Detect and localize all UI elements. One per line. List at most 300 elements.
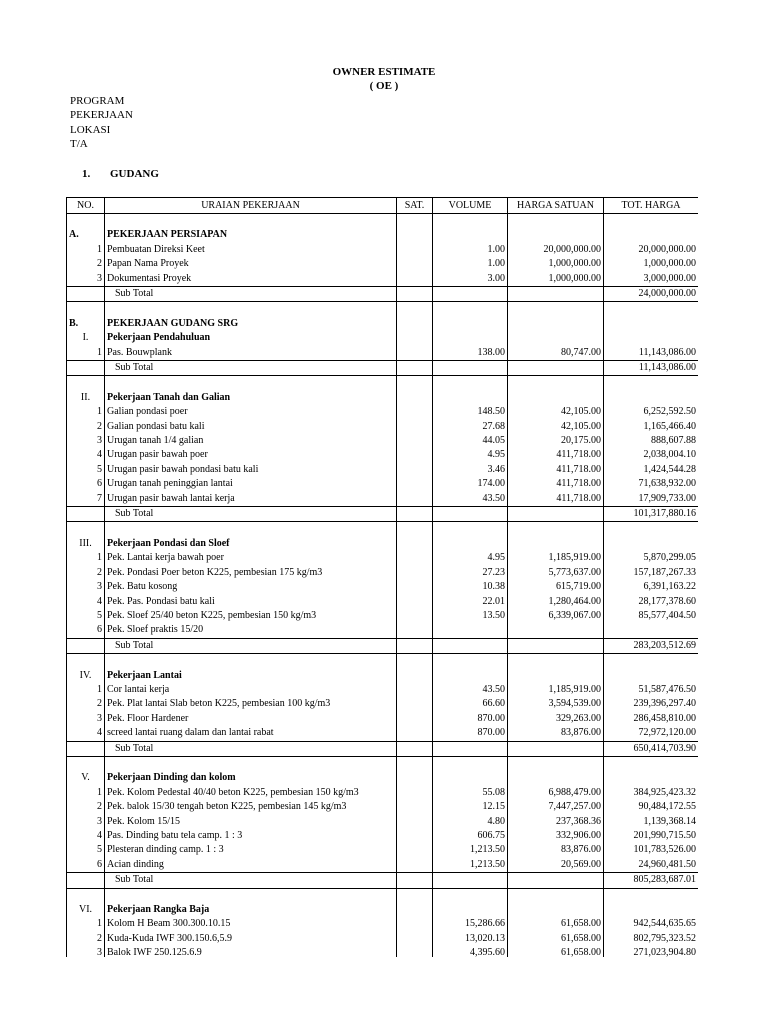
cell-volume (433, 903, 508, 917)
cell-harga-satuan: 5,773,637.00 (508, 566, 604, 580)
table-row (67, 346, 699, 361)
subtotal-row (67, 638, 699, 653)
cell-no: 1 (67, 405, 105, 419)
cell-harga-satuan: 615,719.00 (508, 580, 604, 594)
cell-uraian (105, 654, 397, 669)
cell-volume (433, 331, 508, 345)
col-header-harga-satuan: HARGA SATUAN (508, 198, 604, 214)
cell-uraian: Pekerjaan Pendahuluan (105, 331, 397, 345)
cell-volume (433, 302, 508, 317)
cell-tot-harga (604, 669, 699, 683)
cell-sat (397, 638, 433, 653)
cell-tot-harga: 650,414,703.90 (604, 741, 699, 756)
cell-harga-satuan (508, 391, 604, 405)
cell-sat (397, 800, 433, 814)
cell-uraian: Pekerjaan Lantai (105, 669, 397, 683)
cell-uraian: Acian dinding (105, 858, 397, 873)
cell-tot-harga: 1,424,544.28 (604, 463, 699, 477)
table-row (67, 946, 699, 957)
cell-no: 4 (67, 448, 105, 462)
cell-uraian: Pas. Dinding batu tela camp. 1 : 3 (105, 829, 397, 843)
cell-harga-satuan (508, 214, 604, 229)
cell-volume (433, 317, 508, 331)
cell-volume: 12.15 (433, 800, 508, 814)
table-row (67, 405, 699, 419)
cell-no: 4 (67, 595, 105, 609)
spacer-row (67, 756, 699, 771)
spacer-row (67, 302, 699, 317)
cell-tot-harga: 24,960,481.50 (604, 858, 699, 873)
cell-uraian: Pek. Sloef 25/40 beton K225, pembesian 150 kg/m3 (105, 609, 397, 623)
cell-tot-harga: 1,000,000.00 (604, 257, 699, 271)
cell-volume: 66.60 (433, 697, 508, 711)
cell-tot-harga: 1,165,466.40 (604, 420, 699, 434)
cell-sat (397, 214, 433, 229)
cell-harga-satuan: 411,718.00 (508, 492, 604, 507)
cell-uraian: Sub Total (105, 741, 397, 756)
subtotal-row (67, 287, 699, 302)
cell-no: 2 (67, 566, 105, 580)
cell-tot-harga (604, 654, 699, 669)
cell-volume: 1,213.50 (433, 843, 508, 857)
cell-tot-harga: 201,990,715.50 (604, 829, 699, 843)
cell-harga-satuan: 7,447,257.00 (508, 800, 604, 814)
table-row (67, 463, 699, 477)
cell-sat (397, 903, 433, 917)
cell-harga-satuan (508, 376, 604, 391)
cell-no: 5 (67, 463, 105, 477)
cell-tot-harga: 942,544,635.65 (604, 917, 699, 931)
cell-sat (397, 580, 433, 594)
cell-tot-harga (604, 214, 699, 229)
cell-sat (397, 257, 433, 271)
section-name: GUDANG (110, 168, 159, 180)
cell-no: 1 (67, 551, 105, 565)
cell-harga-satuan: 1,185,919.00 (508, 683, 604, 697)
cell-no: 7 (67, 492, 105, 507)
cell-harga-satuan: 61,658.00 (508, 917, 604, 931)
cell-uraian: Kuda-Kuda IWF 300.150.6,5.9 (105, 932, 397, 946)
cell-harga-satuan: 6,339,067.00 (508, 609, 604, 623)
cell-tot-harga (604, 537, 699, 551)
cell-uraian: PEKERJAAN PERSIAPAN (105, 228, 397, 242)
cell-sat (397, 317, 433, 331)
cell-sat (397, 243, 433, 257)
cell-volume: 43.50 (433, 492, 508, 507)
cell-tot-harga (604, 317, 699, 331)
cell-uraian: Galian pondasi batu kali (105, 420, 397, 434)
spacer-row (67, 522, 699, 537)
cell-volume: 4.80 (433, 815, 508, 829)
cell-tot-harga (604, 376, 699, 391)
cell-uraian (105, 376, 397, 391)
cell-volume: 27.23 (433, 566, 508, 580)
cell-uraian: Pek. Plat lantai Slab beton K225, pembesian 100 kg/m3 (105, 697, 397, 711)
cell-tot-harga: 1,139,368.14 (604, 815, 699, 829)
cell-tot-harga: 72,972,120.00 (604, 726, 699, 741)
cell-tot-harga: 271,023,904.80 (604, 946, 699, 957)
cell-no (67, 302, 105, 317)
cell-no: 3 (67, 815, 105, 829)
cell-volume (433, 771, 508, 785)
cell-tot-harga: 90,484,172.55 (604, 800, 699, 814)
cell-tot-harga (604, 391, 699, 405)
cell-tot-harga (604, 623, 699, 638)
cell-harga-satuan (508, 756, 604, 771)
cell-volume (433, 888, 508, 903)
cell-uraian: Urugan pasir bawah pondasi batu kali (105, 463, 397, 477)
cell-no (67, 287, 105, 302)
cell-no (67, 873, 105, 888)
cell-volume: 4,395.60 (433, 946, 508, 957)
cell-no: 3 (67, 580, 105, 594)
cell-uraian: Dokumentasi Proyek (105, 272, 397, 287)
cell-harga-satuan (508, 522, 604, 537)
cell-uraian: Cor lantai kerja (105, 683, 397, 697)
table-row (67, 257, 699, 271)
subtotal-row (67, 507, 699, 522)
cell-tot-harga: 805,283,687.01 (604, 873, 699, 888)
cell-volume: 1,213.50 (433, 858, 508, 873)
cell-sat (397, 477, 433, 491)
cell-no: 3 (67, 712, 105, 726)
spacer-row (67, 376, 699, 391)
cell-volume (433, 228, 508, 242)
table-row (67, 829, 699, 843)
section-row (67, 903, 699, 917)
cell-sat (397, 595, 433, 609)
cell-volume: 4.95 (433, 448, 508, 462)
cell-no: II. (67, 391, 105, 405)
cell-sat (397, 448, 433, 462)
meta-ta: T/A (70, 138, 88, 150)
cell-no: 2 (67, 800, 105, 814)
table-row (67, 786, 699, 800)
cell-no: 2 (67, 420, 105, 434)
cell-harga-satuan (508, 873, 604, 888)
cell-harga-satuan (508, 317, 604, 331)
cell-tot-harga: 888,607.88 (604, 434, 699, 448)
doc-subtitle: ( OE ) (369, 80, 399, 92)
cell-tot-harga (604, 331, 699, 345)
cell-uraian: Pekerjaan Pondasi dan Sloef (105, 537, 397, 551)
cell-volume: 870.00 (433, 726, 508, 741)
section-row (67, 391, 699, 405)
cell-uraian: Pek. Floor Hardener (105, 712, 397, 726)
cell-no (67, 507, 105, 522)
cell-sat (397, 492, 433, 507)
cell-no (67, 361, 105, 376)
cell-uraian: Sub Total (105, 361, 397, 376)
cell-harga-satuan: 1,185,919.00 (508, 551, 604, 565)
cell-harga-satuan (508, 287, 604, 302)
cell-volume (433, 756, 508, 771)
cell-uraian: Urugan pasir bawah poer (105, 448, 397, 462)
cell-uraian: Pek. Kolom 15/15 (105, 815, 397, 829)
cell-harga-satuan (508, 741, 604, 756)
cell-sat (397, 391, 433, 405)
cell-uraian: Pembuatan Direksi Keet (105, 243, 397, 257)
cell-sat (397, 434, 433, 448)
cell-harga-satuan: 61,658.00 (508, 932, 604, 946)
table-row (67, 477, 699, 491)
cell-harga-satuan: 20,000,000.00 (508, 243, 604, 257)
cell-tot-harga: 24,000,000.00 (604, 287, 699, 302)
cell-sat (397, 551, 433, 565)
cell-uraian (105, 302, 397, 317)
cell-volume: 3.46 (433, 463, 508, 477)
cell-harga-satuan: 83,876.00 (508, 843, 604, 857)
cell-volume (433, 654, 508, 669)
cell-no: 4 (67, 726, 105, 741)
cell-volume (433, 361, 508, 376)
table-row (67, 683, 699, 697)
cell-no (67, 756, 105, 771)
cell-tot-harga: 2,038,004.10 (604, 448, 699, 462)
cell-sat (397, 815, 433, 829)
cell-sat (397, 537, 433, 551)
cell-no (67, 638, 105, 653)
cell-volume: 1.00 (433, 257, 508, 271)
col-header-no: NO. (67, 198, 105, 214)
cell-harga-satuan: 42,105.00 (508, 405, 604, 419)
cell-no (67, 214, 105, 229)
subtotal-row (67, 873, 699, 888)
cell-volume: 174.00 (433, 477, 508, 491)
cell-tot-harga: 85,577,404.50 (604, 609, 699, 623)
cell-harga-satuan (508, 654, 604, 669)
cell-volume (433, 669, 508, 683)
doc-title: OWNER ESTIMATE (332, 66, 436, 78)
table-row (67, 272, 699, 287)
cell-harga-satuan (508, 361, 604, 376)
cell-volume (433, 741, 508, 756)
cell-sat (397, 858, 433, 873)
cell-volume: 13.50 (433, 609, 508, 623)
table-row (67, 595, 699, 609)
cell-uraian: Pek. Sloef praktis 15/20 (105, 623, 397, 638)
cell-harga-satuan: 329,263.00 (508, 712, 604, 726)
cell-no: 3 (67, 272, 105, 287)
section-row (67, 537, 699, 551)
cell-no: 2 (67, 697, 105, 711)
cell-volume: 13,020.13 (433, 932, 508, 946)
table-row (67, 566, 699, 580)
cell-uraian: Pek. Pondasi Poer beton K225, pembesian 175 kg/m3 (105, 566, 397, 580)
cell-volume (433, 376, 508, 391)
cell-sat (397, 623, 433, 638)
table-row (67, 580, 699, 594)
cell-harga-satuan (508, 888, 604, 903)
cell-harga-satuan: 80,747.00 (508, 346, 604, 361)
cell-no: 5 (67, 609, 105, 623)
cell-volume: 870.00 (433, 712, 508, 726)
table-row (67, 420, 699, 434)
cell-volume: 606.75 (433, 829, 508, 843)
cell-sat (397, 405, 433, 419)
cell-uraian: Pek. Lantai kerja bawah poer (105, 551, 397, 565)
cell-sat (397, 346, 433, 361)
cell-uraian: Balok IWF 250.125.6.9 (105, 946, 397, 957)
cell-harga-satuan (508, 302, 604, 317)
cell-sat (397, 786, 433, 800)
table-row (67, 434, 699, 448)
cell-volume: 43.50 (433, 683, 508, 697)
cell-uraian: Pekerjaan Dinding dan kolom (105, 771, 397, 785)
cell-tot-harga: 802,795,323.52 (604, 932, 699, 946)
cell-volume: 55.08 (433, 786, 508, 800)
cell-volume (433, 287, 508, 302)
spacer-row (67, 888, 699, 903)
cell-harga-satuan: 1,280,464.00 (508, 595, 604, 609)
cell-no: IV. (67, 669, 105, 683)
cell-volume (433, 214, 508, 229)
cell-sat (397, 946, 433, 957)
cell-tot-harga: 5,870,299.05 (604, 551, 699, 565)
cell-uraian: Pas. Bouwplank (105, 346, 397, 361)
subtotal-row (67, 741, 699, 756)
cell-no: 3 (67, 434, 105, 448)
cell-sat (397, 917, 433, 931)
cell-sat (397, 361, 433, 376)
cell-tot-harga: 101,783,526.00 (604, 843, 699, 857)
cell-no: 4 (67, 829, 105, 843)
cell-sat (397, 463, 433, 477)
table-row (67, 609, 699, 623)
cell-tot-harga: 157,187,267.33 (604, 566, 699, 580)
table-row (67, 623, 699, 638)
cell-sat (397, 331, 433, 345)
spacer-row (67, 654, 699, 669)
cell-sat (397, 420, 433, 434)
estimate-sheet (66, 197, 698, 957)
cell-harga-satuan: 6,988,479.00 (508, 786, 604, 800)
cell-harga-satuan: 1,000,000.00 (508, 272, 604, 287)
subtotal-row (67, 361, 699, 376)
cell-tot-harga (604, 522, 699, 537)
table-row (67, 932, 699, 946)
cell-no: V. (67, 771, 105, 785)
cell-sat (397, 771, 433, 785)
cell-no: 6 (67, 477, 105, 491)
meta-program: PROGRAM (70, 95, 125, 107)
cell-tot-harga (604, 756, 699, 771)
cell-harga-satuan (508, 507, 604, 522)
cell-no: 1 (67, 917, 105, 931)
table-header-row (67, 198, 699, 214)
cell-tot-harga: 11,143,086.00 (604, 361, 699, 376)
col-header-volume: VOLUME (433, 198, 508, 214)
cell-sat (397, 712, 433, 726)
cell-harga-satuan: 83,876.00 (508, 726, 604, 741)
cell-harga-satuan: 411,718.00 (508, 463, 604, 477)
cell-harga-satuan (508, 771, 604, 785)
cell-harga-satuan: 20,569.00 (508, 858, 604, 873)
cell-harga-satuan (508, 638, 604, 653)
cell-uraian: Pek. Pas. Pondasi batu kali (105, 595, 397, 609)
cell-uraian: Papan Nama Proyek (105, 257, 397, 271)
meta-lokasi: LOKASI (70, 124, 111, 136)
cell-sat (397, 843, 433, 857)
cell-sat (397, 287, 433, 302)
cell-no: 1 (67, 786, 105, 800)
cell-tot-harga: 51,587,476.50 (604, 683, 699, 697)
cell-tot-harga: 11,143,086.00 (604, 346, 699, 361)
cell-harga-satuan: 332,906.00 (508, 829, 604, 843)
cell-no (67, 741, 105, 756)
cell-sat (397, 756, 433, 771)
table-row (67, 697, 699, 711)
cell-sat (397, 302, 433, 317)
cell-volume: 22.01 (433, 595, 508, 609)
cell-uraian: screed lantai ruang dalam dan lantai rabat (105, 726, 397, 741)
table-row (67, 492, 699, 507)
cell-tot-harga: 71,638,932.00 (604, 477, 699, 491)
cell-uraian: Kolom H Beam 300.300.10.15 (105, 917, 397, 931)
cell-no: 3 (67, 946, 105, 957)
cell-volume: 10.38 (433, 580, 508, 594)
cell-tot-harga: 28,177,378.60 (604, 595, 699, 609)
cell-volume (433, 507, 508, 522)
section-row (67, 317, 699, 331)
cell-sat (397, 932, 433, 946)
cell-sat (397, 522, 433, 537)
cell-no: 1 (67, 683, 105, 697)
cell-sat (397, 726, 433, 741)
cell-volume: 44.05 (433, 434, 508, 448)
cell-sat (397, 669, 433, 683)
cell-sat (397, 873, 433, 888)
cell-sat (397, 609, 433, 623)
cell-tot-harga (604, 903, 699, 917)
cell-tot-harga: 101,317,880.16 (604, 507, 699, 522)
cell-harga-satuan: 411,718.00 (508, 448, 604, 462)
cell-harga-satuan (508, 537, 604, 551)
cell-uraian: Sub Total (105, 507, 397, 522)
cell-uraian: Pek. balok 15/30 tengah beton K225, pembesian 145 kg/m3 (105, 800, 397, 814)
cell-no (67, 654, 105, 669)
cell-sat (397, 829, 433, 843)
table-row (67, 243, 699, 257)
table-row (67, 917, 699, 931)
cell-no: 5 (67, 843, 105, 857)
table-row (67, 815, 699, 829)
cell-sat (397, 507, 433, 522)
cell-no: III. (67, 537, 105, 551)
table-row (67, 551, 699, 565)
cell-uraian: Pek. Batu kosong (105, 580, 397, 594)
cell-sat (397, 376, 433, 391)
cell-harga-satuan: 42,105.00 (508, 420, 604, 434)
section-number: 1. (82, 168, 91, 180)
cell-volume (433, 873, 508, 888)
cell-no: 2 (67, 257, 105, 271)
cell-uraian: Sub Total (105, 873, 397, 888)
cell-sat (397, 697, 433, 711)
cell-harga-satuan (508, 331, 604, 345)
cell-harga-satuan: 20,175.00 (508, 434, 604, 448)
cell-no: 6 (67, 858, 105, 873)
cell-harga-satuan: 237,368.36 (508, 815, 604, 829)
cell-uraian: Pekerjaan Rangka Baja (105, 903, 397, 917)
cell-uraian: Urugan tanah peninggian lantai (105, 477, 397, 491)
section-row (67, 771, 699, 785)
cell-volume: 3.00 (433, 272, 508, 287)
cell-no: A. (67, 228, 105, 242)
section-row (67, 331, 699, 345)
cell-uraian: Pekerjaan Tanah dan Galian (105, 391, 397, 405)
cell-uraian: Plesteran dinding camp. 1 : 3 (105, 843, 397, 857)
